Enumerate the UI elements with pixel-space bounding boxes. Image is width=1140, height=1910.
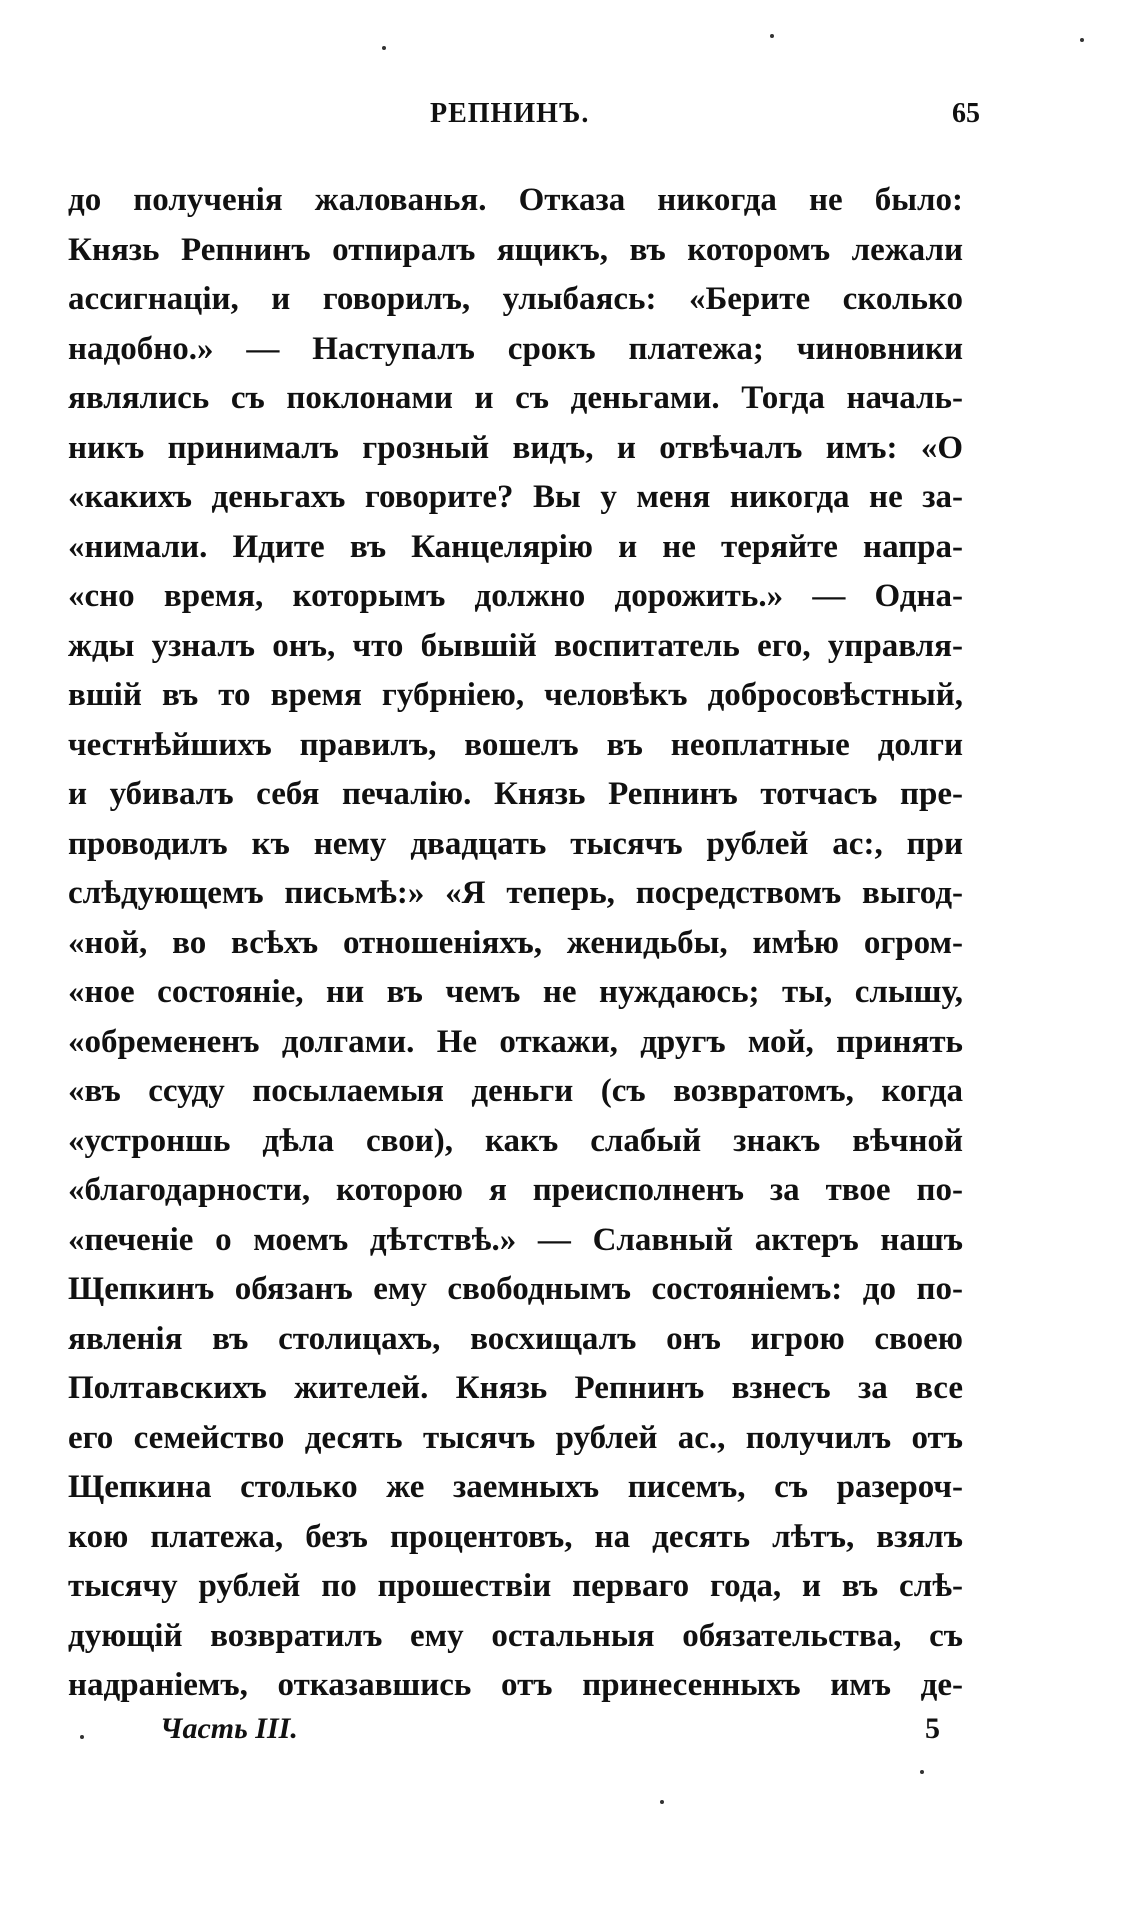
running-title: РЕПНИНЪ. [430, 98, 590, 129]
scan-speck [770, 34, 774, 38]
text-line: «обремененъ долгами. Не откажи, другъ мой, принять [68, 1023, 963, 1060]
text-line: кою платежа, безъ процентовъ, на десять лѣтъ, взялъ [68, 1518, 963, 1555]
text-line: до полученія жалованья. Отказа никогда не было: [68, 182, 963, 218]
text-line: ассигнаціи, и говорилъ, улыбаясь: «Берите сколько [68, 281, 963, 317]
signature-mark: Часть III. [160, 1712, 298, 1745]
text-line: никъ принималъ грозный видъ, и отвѣчалъ имъ: «О [68, 429, 963, 466]
text-line: «устроншь дѣла свои), какъ слабый знакъ вѣчной [68, 1122, 963, 1159]
page-number: 65 [952, 98, 980, 129]
text-line: Князь Репнинъ отпиралъ ящикъ, въ которомъ лежали [68, 231, 963, 268]
scan-speck [1080, 38, 1084, 42]
text-line: «ное состояніе, ни въ чемъ не нуждаюсь; ты, слышу, [68, 974, 963, 1010]
text-line: и убивалъ себя печалію. Князь Репнинъ тотчасъ пре- [68, 776, 963, 812]
text-line: «печеніе о моемъ дѣтствѣ.» — Славный актеръ нашъ [68, 1221, 963, 1258]
text-line: надраніемъ, отказавшись отъ принесенныхъ имъ де- [68, 1667, 963, 1703]
scan-speck [920, 1770, 924, 1774]
page-footer [160, 1712, 940, 1752]
text-line: «сно время, которымъ должно дорожить.» — Одна- [68, 578, 963, 614]
text-line: тысячу рублей по прошествіи перваго года, и въ слѣ- [68, 1568, 963, 1604]
text-line: являлись съ поклонами и съ деньгами. Тогда началь- [68, 380, 963, 416]
running-head [60, 98, 980, 138]
body-text [68, 176, 963, 1711]
text-line: дующій возвратилъ ему остальныя обязательства, съ [68, 1617, 963, 1654]
text-line: «въ ссуду посылаемыя деньги (съ возвратомъ, когда [68, 1073, 963, 1109]
scan-speck [80, 1735, 84, 1739]
text-line: его семейство десять тысячъ рублей ас., получилъ отъ [68, 1419, 963, 1456]
text-line: «какихъ деньгахъ говорите? Вы у меня никогда не за- [68, 479, 963, 515]
scan-speck [382, 46, 386, 50]
text-line: Полтавскихъ жителей. Князь Репнинъ взнесъ за все [68, 1370, 963, 1406]
text-line: Щепкина столько же заемныхъ писемъ, съ разероч- [68, 1469, 963, 1505]
scan-speck [660, 1800, 664, 1804]
text-line: «благодарности, которою я преисполненъ за твое по- [68, 1172, 963, 1208]
text-line: явленія въ столицахъ, восхищалъ онъ игрою своею [68, 1320, 963, 1357]
text-line: надобно.» — Наступалъ срокъ платежа; чиновники [68, 330, 963, 367]
text-line: честнѣйшихъ правилъ, вошелъ въ неоплатные долги [68, 726, 963, 763]
text-line: «нимали. Идите въ Канцелярію и не теряйте напра- [68, 528, 963, 565]
text-line: слѣдующемъ письмѣ:» «Я теперь, посредствомъ выгод- [68, 875, 963, 911]
signature-number: 5 [925, 1712, 940, 1745]
text-line: вшій въ то время губрніею, человѣкъ добросовѣстный, [68, 677, 963, 713]
text-line: проводилъ къ нему двадцать тысячъ рублей ас:, при [68, 825, 963, 862]
text-line: жды узналъ онъ, что бывшій воспитатель его, управля- [68, 627, 963, 664]
text-line: Щепкинъ обязанъ ему свободнымъ состояніемъ: до по- [68, 1271, 963, 1307]
text-line: «ной, во всѣхъ отношеніяхъ, женидьбы, имѣю огром- [68, 924, 963, 961]
